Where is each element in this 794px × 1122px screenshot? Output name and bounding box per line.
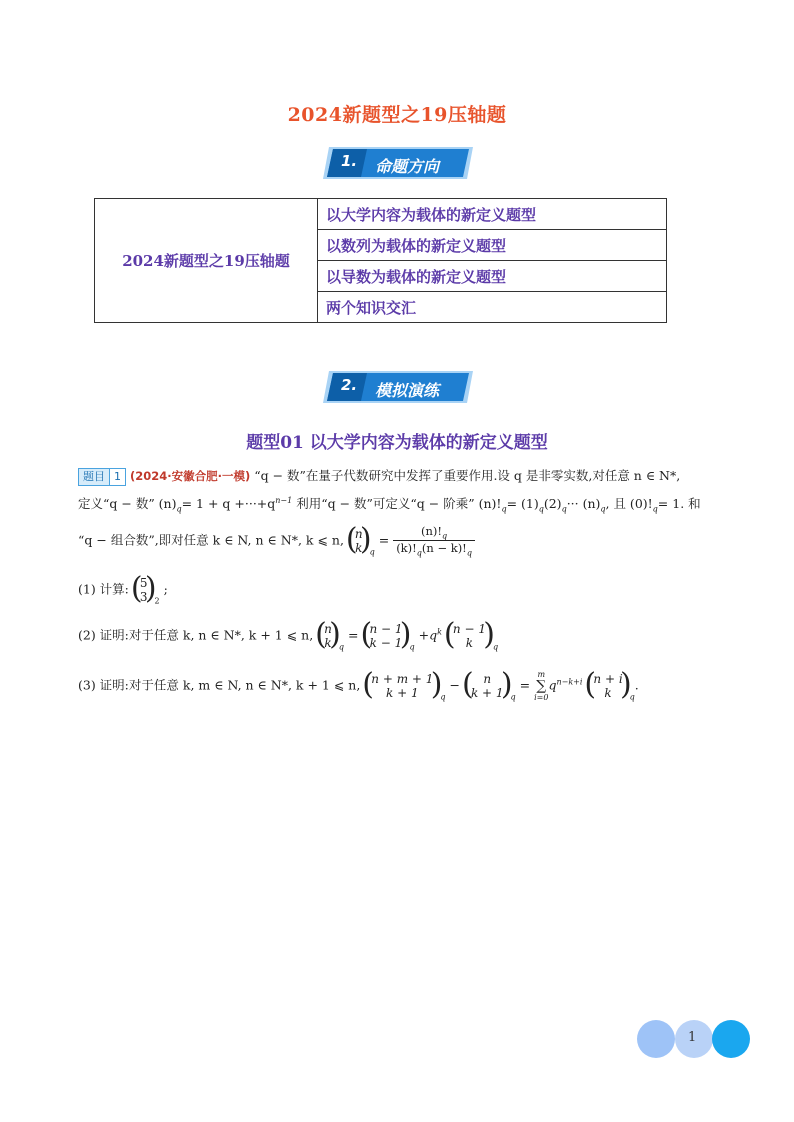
problem-source: (2024·安徽合肥·一模) — [129, 469, 251, 483]
text-segment: 利用“q − 数”可定义“q − 阶乘” (n)! — [296, 496, 502, 511]
q-binomial: ( n + m + 1 k + 1 ) — [364, 672, 440, 700]
page-number-indicator — [636, 1019, 752, 1059]
section-label: 命题方向 — [375, 157, 440, 176]
text-segment: 定义“q − 数” (n) — [78, 496, 177, 511]
section-banner-1 — [323, 147, 473, 179]
q-binomial: ( n − 1 k − 1 ) — [362, 622, 409, 650]
q-binomial: ( n + i k ) — [586, 672, 629, 700]
problem-part-1: (1) 计算: ( 5 3 ) $_2$ ; — [78, 576, 168, 606]
section-number: 1. — [341, 152, 358, 170]
text-segment: = (1) — [506, 496, 539, 511]
q-binomial: ( 5 3 ) — [133, 576, 155, 604]
problem-badge: 题目 — [78, 468, 110, 486]
directions-item: 以导数为载体的新定义题型 — [318, 261, 667, 292]
problem-line-2: 定义“q − 数” $(n)_q= 1 + q +\cdot\cdot\cdot+q^{n-1}$ 利用“q − 数”可定义“q − 阶乘” $(n)!_q= (1)_q(2)_q\cdot\cdot\cdot (n)_q$, 且 $(0)!_q= 1$. 和 — [78, 495, 701, 514]
directions-item: 以大学内容为载体的新定义题型 — [318, 199, 667, 230]
directions-item: 两个知识交汇 — [318, 292, 667, 323]
directions-table — [94, 198, 667, 323]
question-type-title: 题型01 以大学内容为载体的新定义题型 — [246, 433, 548, 453]
section-label: 模拟演练 — [375, 381, 440, 400]
problem-part-3: (3) 证明:对于任意 k, m ∈ N, n ∈ N*, k + 1 ⩽ n, ( n + m + 1 k + 1 ) $_q$ − ( n k + 1 ) $_q$ = m ∑ i=0 $q^{n-k+i}$ ( n + i k ) $_q$. — [78, 670, 639, 702]
text-segment: , 且 (0)! — [605, 496, 653, 511]
text-segment: (2) — [543, 496, 562, 511]
problem-line-1 — [78, 466, 680, 486]
text-segment: = 1. 和 — [657, 496, 701, 511]
text-segment: = 1 + q +···+q — [181, 496, 276, 511]
q-binomial: ( n k ) — [317, 622, 339, 650]
text-segment: (3) 证明:对于任意 k, m ∈ N, n ∈ N*, k + 1 ⩽ n, — [78, 677, 361, 693]
problem-number: 1 — [109, 468, 126, 486]
section-banner-2 — [323, 371, 473, 403]
section-number: 2. — [341, 376, 358, 394]
text-segment: ··· (n) — [566, 496, 601, 511]
page-number: 1 — [688, 1030, 697, 1045]
text-segment: “q − 组合数”,即对任意 k ∈ N, n ∈ N*, k ⩽ n, — [78, 532, 344, 548]
factorial-fraction: $\frac{(n)!_q}{(k)!_q(n - k)!_q}$ — [393, 524, 475, 558]
problem-line-3: “q − 组合数”,即对任意 k ∈ N, n ∈ N*, k ⩽ n, ( n k ) $_q$ = $\frac{(n)!_q}{(k)!_q(n - k)!_q}$ — [78, 524, 475, 558]
summation: m ∑ i=0 — [534, 670, 549, 702]
problem-text: “q − 数”在量子代数研究中发挥了重要作用.设 q 是非零实数,对任意 n ∈ N*, — [254, 468, 681, 483]
problem-part-2: (2) 证明:对于任意 k, n ∈ N*, k + 1 ⩽ n, ( n k ) $_q$ = ( n − 1 k − 1 ) $_q +q^k$ ( n − 1 k ) $_q$ — [78, 622, 498, 652]
text-segment: (2) 证明:对于任意 k, n ∈ N*, k + 1 ⩽ n, — [78, 627, 314, 643]
directions-item: 以数列为载体的新定义题型 — [318, 230, 667, 261]
q-binomial: ( n − 1 k ) — [446, 622, 493, 650]
directions-left-cell: 2024新题型之19压轴题 — [95, 199, 318, 323]
page-title: 2024新题型之19压轴题 — [287, 104, 507, 126]
q-binomial: ( n k ) — [348, 527, 370, 555]
text-segment: (1) 计算: — [78, 581, 129, 597]
q-binomial: ( n k + 1 ) — [464, 672, 511, 700]
